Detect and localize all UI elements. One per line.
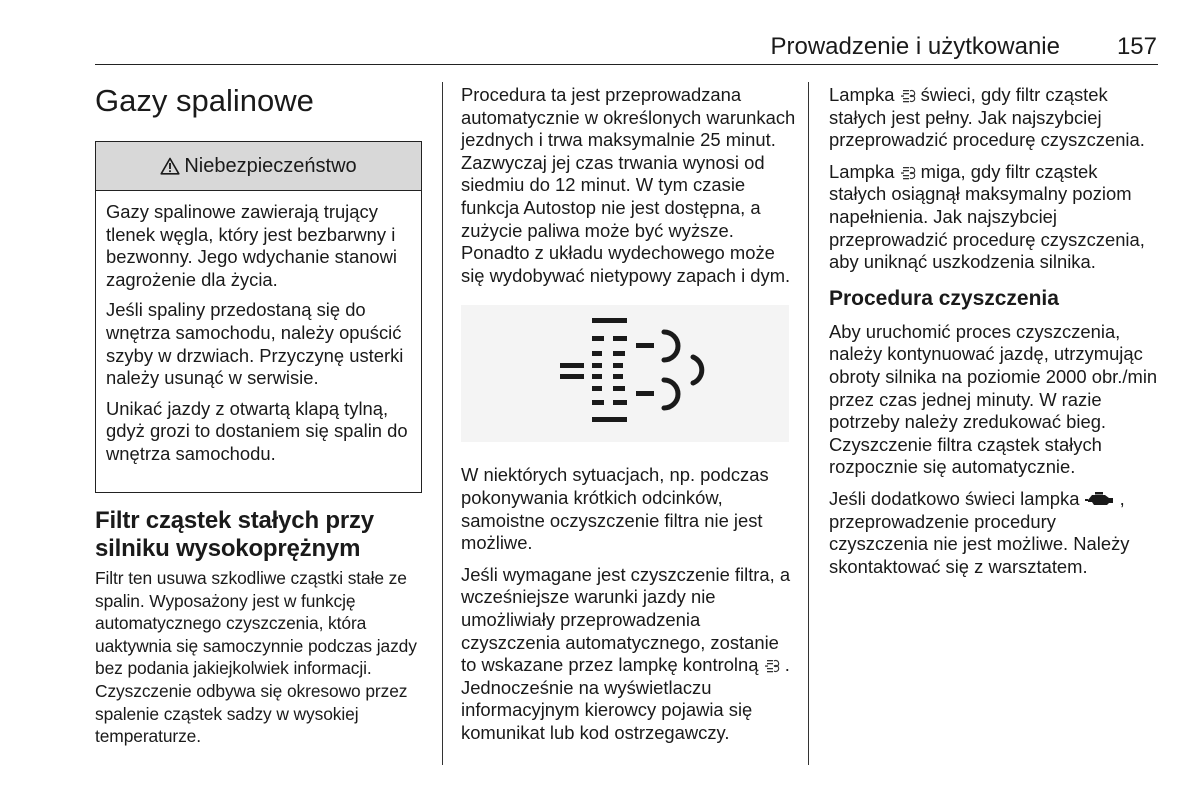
danger-title: Niebezpieczeństwo [184,154,357,177]
column-divider-1 [442,82,443,765]
header-rule [95,64,1158,65]
danger-paragraph: Unikać jazdy z otwartą klapą tylną, gdyż grozi to dostaniem się spalin do wnętrza samochodu. [106,397,408,464]
lamp-on-paragraph [829,84,1159,152]
filter-warning-figure [461,305,789,442]
running-header-title: Prowadzenie i użytkowanie [770,33,1060,60]
text-segment: , przeprowadzenie procedury czyszczenia nie jest możliwe. Należy skontaktować się z warsztatem. [829,487,1130,577]
column-2 [461,84,796,753]
text-segment: . Jednocześnie na wyświetlaczu informacyjnym kierowcy pojawia się komunikat lub kod ostrzegawczy. [461,654,790,743]
lamp-flash-paragraph [829,161,1159,274]
section-heading-dpf: Filtr cząstek stałych przy silniku wysokoprężnym [95,507,374,562]
subheading-cleaning-procedure: Procedura czyszczenia [829,286,1059,310]
text-segment: świeci, gdy filtr cząstek stałych jest pełny. Jak najszybciej przeprowadzić procedurę czyszczenia. [829,84,1145,151]
text-segment: Jeśli wymagane jest czyszczenie filtra, a wcześniejsze warunki jazdy nie umożliwiały przeprowadzenia czyszczenia automatycznego, zostanie to wskazane przez lampkę kontrolną [461,563,791,676]
manual-cleaning-paragraph [461,564,796,745]
column-3 [829,84,1159,587]
warning-triangle-icon [160,157,180,175]
danger-header [96,142,421,191]
engine-lamp-paragraph [829,488,1159,578]
particulate-filter-icon [764,659,780,673]
section-heading-exhaust: Gazy spalinowe [95,83,314,118]
danger-box [95,141,422,493]
engine-check-icon [1085,491,1115,507]
page-number: 157 [1116,33,1157,60]
danger-paragraph: Gazy spalinowe zawierają trujący tlenek węgla, który jest bezbarwny i bezwonny. Jego wdychanie stanowi zagrożenie dla życia. [106,201,398,290]
danger-body [96,191,421,466]
dpf-description: Filtr ten usuwa szkodliwe cząstki stałe ze spalin. Wyposażony jest w funkcję automatycznego czyszczenia, która uaktywnia się samoczynnie podczas jazdy bez podania jakiejkolwiek informacji. Czyszczenie odbywa się okresowo przez spalenie cząstek sadzy w wysokiej temperaturze. [95,568,417,747]
column-1-lower [95,507,427,757]
particulate-filter-icon [900,89,916,103]
short-trip-paragraph: W niektórych sytuacjach, np. podczas pokonywania krótkich odcinków, samoistne oczyszczenie filtra nie jest możliwe. [461,464,769,554]
text-segment: Lampka [829,160,900,182]
text-segment: miga, gdy filtr cząstek stałych osiągnął maksymalny poziom napełnienia. Jak najszybciej przeprowadzić procedurę czyszczenia, aby uniknąć uszkodzenia silnika. [829,160,1145,273]
text-segment: Lampka [829,84,900,105]
text-segment: Jeśli dodatkowo świeci lampka [829,487,1085,509]
particulate-filter-icon [461,305,789,442]
particulate-filter-icon [900,166,916,180]
cleaning-procedure-paragraph: Aby uruchomić proces czyszczenia, należy kontynuować jazdę, utrzymując obroty silnika na poziomie 2000 obr./min przez czas jednej minuty. W razie potrzeby należy zredukować bieg. Czyszczenie filtra cząstek stałych rozpocznie się automatycznie. [829,320,1158,478]
danger-paragraph: Jeśli spaliny przedostaną się do wnętrza samochodu, należy opuścić szyby w drzwiach. Przyczynę usterki należy usunąć w serwisie. [106,299,404,389]
column-divider-2 [808,82,809,765]
procedure-paragraph: Procedura ta jest przeprowadzana automatycznie w określonych warunkach jezdnych i trwa maksymalnie 25 minut. Zazwyczaj jej czas trwania wynosi od siedmiu do 12 minut. W tym czasie funkcja Autostop nie jest dostępna, a zużycie paliwa może być wyższe. Ponadto z układu wydechowego może się wydobywać nietypowy zapach i dym. [461,84,796,286]
